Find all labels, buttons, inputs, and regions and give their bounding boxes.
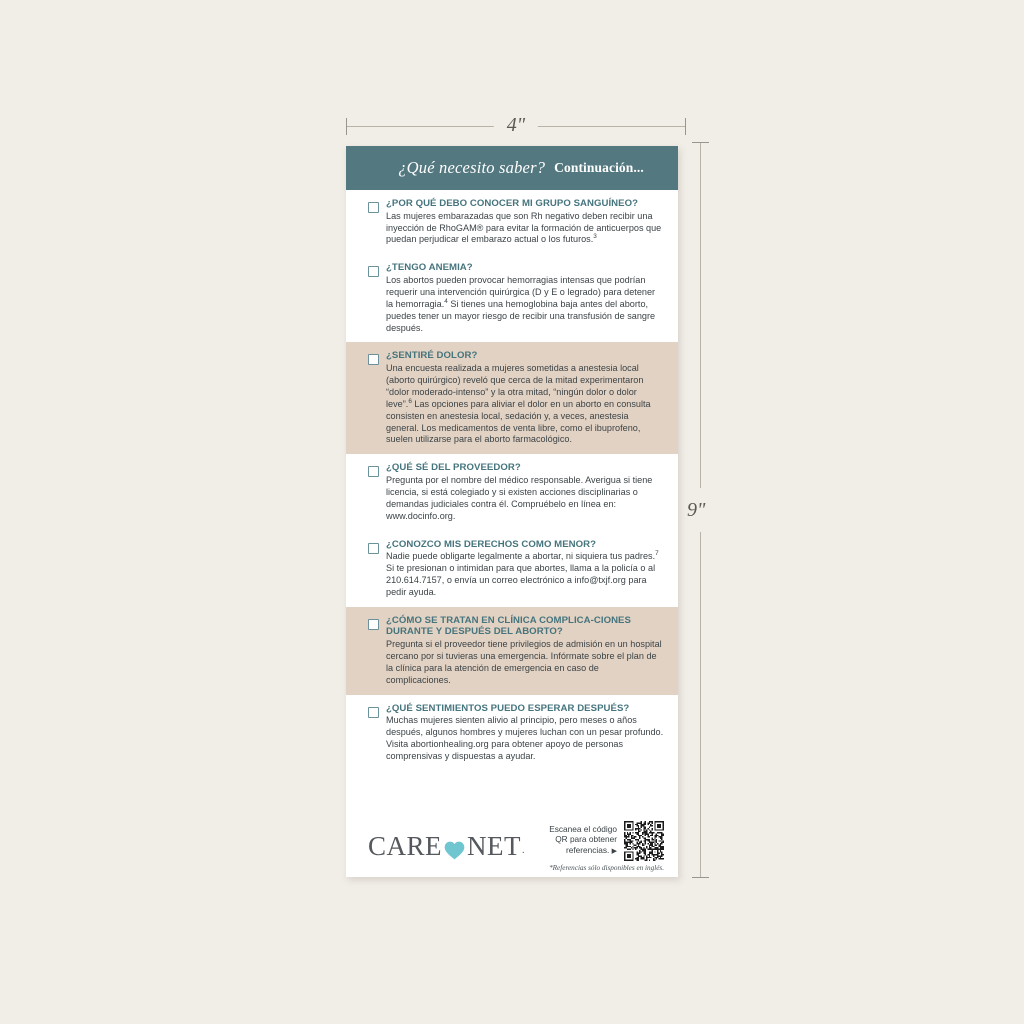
question-text bbox=[386, 551, 664, 599]
height-dimension-guide bbox=[676, 142, 718, 878]
question-title: ¿SENTIRÉ DOLOR? bbox=[386, 350, 478, 362]
qr-caption bbox=[549, 824, 617, 858]
question-checkbox[interactable] bbox=[368, 543, 379, 554]
width-tick-left bbox=[346, 118, 347, 135]
qr-caption-line2: QR para obtener bbox=[555, 834, 617, 845]
question-title: ¿QUÉ SÉ DEL PROVEEDOR? bbox=[386, 462, 521, 474]
question-text-part1: Las mujeres embarazadas que son Rh negativo deben recibir una inyección de RhoGAM® para evitar la formación de anticuerpos que puedan perjudicar el embarazo actual o los futuros. bbox=[386, 210, 662, 245]
question-checkbox[interactable] bbox=[368, 466, 379, 477]
question-item bbox=[346, 342, 678, 454]
question-footnote-marker: 3 bbox=[593, 233, 597, 241]
card-footer bbox=[346, 815, 678, 877]
question-text-part2: Si te presionan o intimidan para que abortes, llama a la policía o al 210.614.7157, o envía un correo electrónico a info@txjf.org para pedir ayuda. bbox=[386, 563, 656, 597]
question-item bbox=[346, 454, 678, 530]
logo-text-care: CARE bbox=[368, 830, 443, 861]
question-footnote-marker: 4 bbox=[444, 297, 448, 305]
heart-icon bbox=[444, 838, 465, 857]
height-tick-bottom bbox=[692, 877, 709, 878]
question-title: ¿QUÉ SENTIMIENTOS PUEDO ESPERAR DESPUÉS? bbox=[386, 702, 630, 714]
qr-block bbox=[549, 821, 664, 872]
question-list bbox=[346, 190, 678, 771]
height-tick-top bbox=[692, 142, 709, 143]
question-text-part1: Muchas mujeres sienten alivio al principio, pero meses o años después, algunos hombres y mujeres luchan con un pesar profundo. Visita abortionhealing.org para obtener apoyo de personas comprensivas y dispuestas a ayudar. bbox=[386, 715, 664, 761]
question-text bbox=[386, 363, 664, 446]
card-header-band bbox=[346, 146, 678, 190]
question-item bbox=[346, 531, 678, 607]
question-checkbox[interactable] bbox=[368, 619, 379, 630]
question-body bbox=[386, 462, 664, 522]
qr-arrow-icon: ▶ bbox=[611, 847, 617, 855]
qr-code[interactable] bbox=[624, 821, 664, 861]
question-body bbox=[386, 539, 664, 599]
qr-footnote: *Referencias sólo disponibles en inglés. bbox=[549, 863, 664, 872]
question-title: ¿CONOZCO MIS DERECHOS COMO MENOR? bbox=[386, 538, 597, 550]
carenet-logo bbox=[368, 830, 525, 861]
qr-caption-line1: Escanea el código bbox=[549, 823, 617, 834]
width-dimension-guide bbox=[346, 112, 686, 142]
question-body bbox=[386, 350, 664, 446]
question-footnote-marker: 6 bbox=[408, 397, 412, 405]
question-item bbox=[346, 607, 678, 695]
question-text-part1: Una encuesta realizada a mujeres sometidas a anestesia local (aborto quirúrgico) reveló que cerca de la mitad experimentaron “dolor moderado-intenso” y la otra mitad, “ningún dolor o dolor leve”. bbox=[386, 363, 644, 409]
card-header-subtitle: Continuación... bbox=[554, 160, 644, 175]
logo-registered-mark: . bbox=[522, 845, 525, 856]
question-body bbox=[386, 262, 664, 334]
card-header-title: ¿Qué necesito saber? bbox=[398, 158, 546, 177]
question-footnote-marker: 7 bbox=[655, 550, 659, 558]
width-dimension-label: 4" bbox=[494, 110, 538, 140]
question-text bbox=[386, 275, 664, 335]
brochure-card bbox=[346, 146, 678, 877]
height-dimension-label: 9" bbox=[687, 488, 705, 532]
question-text-part1: Pregunta por el nombre del médico responsable. Averigua si tiene licencia, si está colegiado y si existen acciones disciplinarias o demandas judiciales contra él. Compruébelo en línea en: www.docinfo.org. bbox=[386, 474, 653, 521]
question-item bbox=[346, 190, 678, 254]
question-text bbox=[386, 211, 664, 247]
question-checkbox[interactable] bbox=[368, 202, 379, 213]
question-title: ¿POR QUÉ DEBO CONOCER MI GRUPO SANGUÍNEO? bbox=[386, 198, 639, 209]
question-checkbox[interactable] bbox=[368, 266, 379, 277]
question-item bbox=[346, 254, 678, 342]
question-title: ¿TENGO ANEMIA? bbox=[386, 262, 473, 274]
logo-text-net: NET bbox=[467, 830, 521, 861]
question-body bbox=[386, 703, 664, 763]
question-text bbox=[386, 715, 664, 763]
question-text-part1: Nadie puede obligarte legalmente a abortar, ni siquiera tus padres. bbox=[386, 551, 656, 562]
qr-caption-line3: referencias. bbox=[565, 844, 610, 855]
question-text-part2: Si tienes una hemoglobina baja antes del aborto, puedes tener un mayor riesgo de recibir una transfusión de sangre después. bbox=[386, 298, 656, 333]
width-tick-right bbox=[685, 118, 686, 135]
question-text-part1: Los abortos pueden provocar hemorragias intensas que podrían requerir una intervención quirúrgica (D y E o legrado) para detener la hemorragia. bbox=[386, 274, 656, 309]
question-checkbox[interactable] bbox=[368, 354, 379, 365]
question-text bbox=[386, 475, 664, 523]
question-checkbox[interactable] bbox=[368, 707, 379, 718]
question-item bbox=[346, 695, 678, 771]
question-text-part1: Pregunta si el proveedor tiene privilegios de admisión en un hospital cercano por si tuvieras una emergencia. Infórmate sobre el plan de la clínica para la atención de emergencia en caso de complicaciones. bbox=[386, 639, 662, 685]
question-body bbox=[386, 615, 664, 687]
question-text-part2: Las opciones para aliviar el dolor en un aborto en consulta consisten en anestesia local, sedación y, a veces, anestesia general. Los medicamentos de venta libre, como el ibuprofeno, suelen utilizarse para el aborto farmacológico. bbox=[386, 398, 651, 445]
question-body bbox=[386, 198, 664, 246]
question-title: ¿CÓMO SE TRATAN EN CLÍNICA COMPLICA-CIONES DURANTE Y DESPUÉS DEL ABORTO? bbox=[386, 614, 631, 638]
question-text bbox=[386, 639, 664, 687]
qr-row bbox=[549, 821, 664, 861]
